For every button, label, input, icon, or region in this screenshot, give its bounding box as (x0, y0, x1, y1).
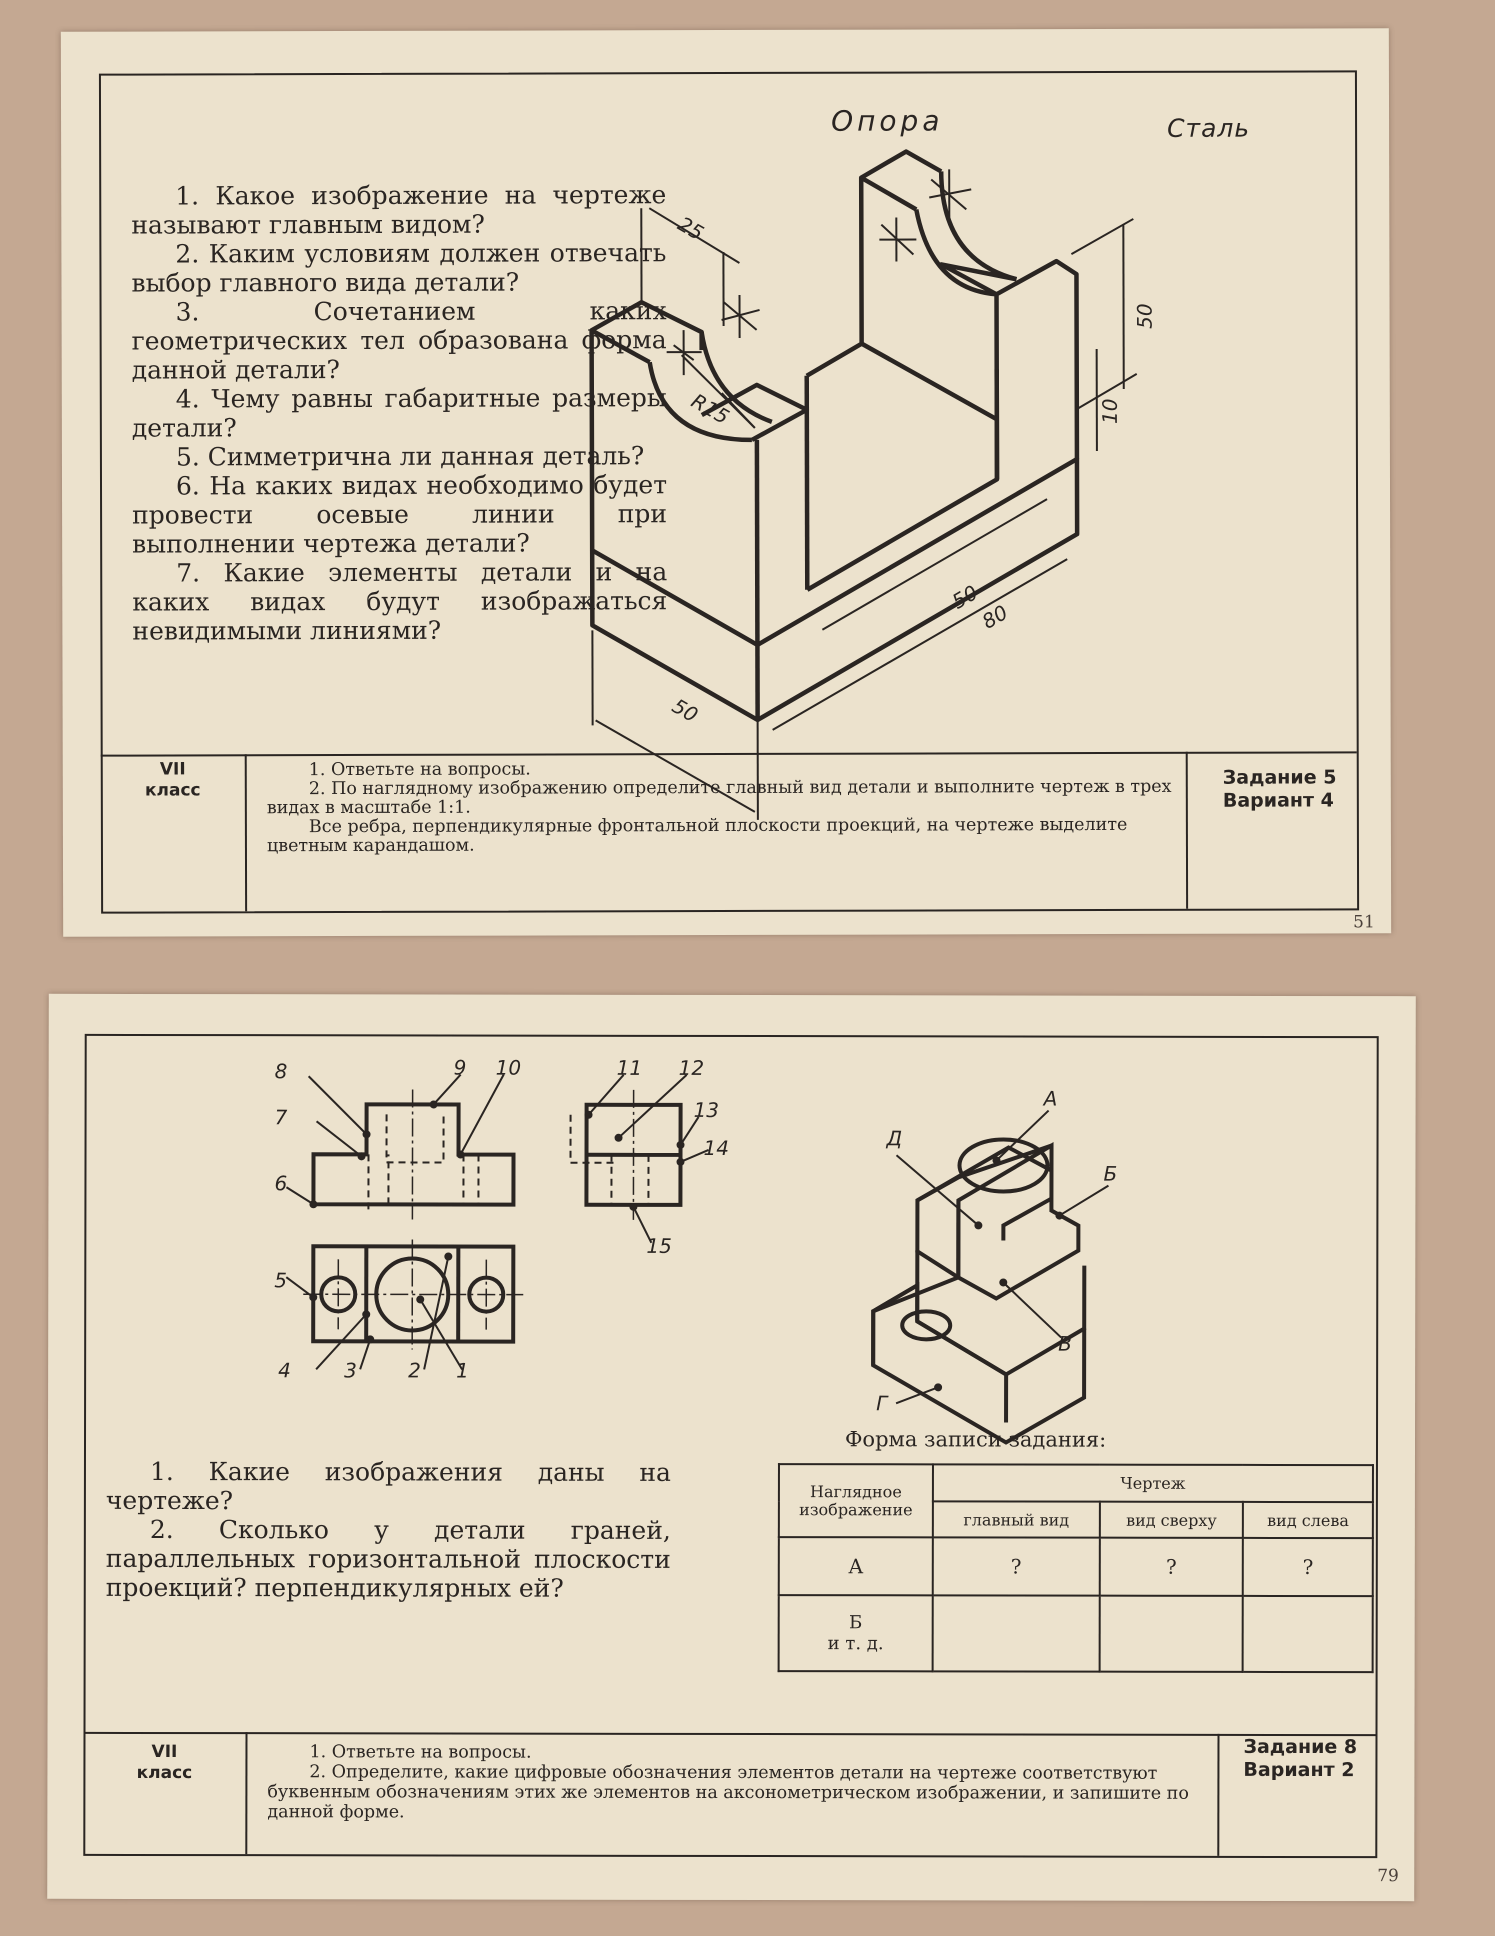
cell-b-main (933, 1595, 1100, 1671)
drawing-title: Опора (831, 104, 944, 138)
inner-wall-edge (862, 343, 997, 419)
cell-a-top: ? (1100, 1538, 1244, 1596)
instruction-1: 1. Ответьте на вопросы. (309, 1742, 532, 1763)
base-outline (592, 459, 1078, 720)
dim-10: 10 (1097, 398, 1122, 425)
grade-number: VII (159, 759, 186, 780)
right-pillar-front (996, 261, 1077, 479)
instruction-2: 2. По наглядному изображению определите главный вид детали и выполните чертеж в трех видах в масштабе 1:1. (266, 776, 1172, 819)
callout-9: 9 (453, 1055, 467, 1080)
callout-10: 10 (495, 1055, 522, 1080)
callout-11: 11 (616, 1055, 643, 1080)
callout-1: 1 (456, 1358, 469, 1383)
row-label-b-line2: и т. д. (827, 1633, 884, 1655)
col-visual-header: Наглядное изображение (779, 1464, 933, 1537)
dim-50-height: 50 (1132, 303, 1157, 329)
grade-label (85, 1742, 243, 1784)
callout-g: Г (876, 1391, 888, 1416)
task-number: Задание 5 (1222, 766, 1337, 789)
dim-25: 25 (673, 211, 708, 246)
left-pillar-front-edge (757, 440, 758, 645)
question-6: 6. На каких видах необходимо будет провести осевые линии при выполнении чертежа детали? (132, 470, 668, 559)
footer-divider (245, 754, 247, 911)
left-pillar-top-edge (592, 330, 650, 362)
callout-2: 2 (408, 1358, 421, 1383)
variant-number: Вариант 4 (1222, 789, 1334, 812)
sub-top-view: вид сверху (1100, 1502, 1244, 1538)
question-1: 1. Какое изображение на чертеже называют главным видом? (131, 180, 667, 240)
grade-word: класс (136, 1762, 193, 1784)
grade-word: класс (144, 780, 201, 801)
row-label-b (779, 1595, 933, 1671)
callout-13: 13 (693, 1097, 720, 1122)
callout-4: 4 (278, 1358, 291, 1383)
dim-50-inner: 50 (947, 580, 982, 614)
sub-main-view: главный вид (933, 1501, 1100, 1537)
callout-5: 5 (274, 1268, 288, 1293)
footer-divider (1186, 752, 1188, 909)
question-2: 2. Каким условиям должен отвечать выбор главного вида детали? (131, 238, 667, 298)
callout-v: В (1058, 1331, 1072, 1356)
right-pillar-top (861, 178, 916, 210)
callout-12: 12 (678, 1055, 705, 1080)
material-label: Сталь (1167, 113, 1251, 143)
callout-8: 8 (274, 1059, 288, 1084)
task-id (1223, 766, 1337, 812)
question-5: 5. Симметрична ли данная деталь? (175, 441, 645, 472)
dim-80: 80 (977, 600, 1012, 634)
answer-form-table (778, 1463, 1374, 1673)
callout-b: Б (1103, 1161, 1118, 1186)
callout-d: Д (886, 1126, 903, 1151)
cell-a-left: ? (1243, 1538, 1373, 1596)
footer-divider (245, 1732, 247, 1854)
callout-14: 14 (703, 1135, 729, 1160)
row-label-b-line1: Б (849, 1612, 863, 1634)
grade-label (103, 759, 243, 801)
task-number: Задание 8 (1243, 1735, 1358, 1759)
callout-15: 15 (646, 1233, 672, 1258)
page-number: 51 (1353, 912, 1375, 933)
footer-instructions (267, 759, 1172, 856)
callout-3: 3 (344, 1358, 357, 1383)
question-3: 3. Сочетанием каких геометрических тел образована форма данной детали? (131, 296, 667, 385)
question-2: 2. Сколько у детали граней, параллельных горизонтальной плоскости проекций? перпендикулярных ей? (105, 1514, 671, 1603)
row-label-a: А (779, 1537, 933, 1595)
task-card-8 (47, 994, 1416, 1901)
form-title: Форма записи задания: (844, 1427, 1107, 1452)
dim-r15: R15 (687, 388, 734, 430)
questions-list (106, 1457, 671, 1603)
sub-left-view: вид слева (1243, 1502, 1373, 1538)
variant-number: Вариант 2 (1243, 1758, 1355, 1782)
page-number: 79 (1377, 1866, 1399, 1887)
question-7: 7. Какие элементы детали и на каких видах будут изображаться невидимыми линиями? (132, 557, 668, 646)
callout-6: 6 (274, 1171, 288, 1196)
callout-7: 7 (274, 1105, 288, 1130)
footer-instructions (267, 1742, 1207, 1824)
task-id (1243, 1736, 1357, 1782)
question-1: 1. Какие изображения даны на чертеже? (105, 1456, 671, 1516)
question-4: 4. Чему равны габаритные размеры детали? (131, 383, 667, 443)
callout-a: А (1043, 1086, 1058, 1111)
instruction-3: Все ребра, перпендикулярные фронтальной плоскости проекций, на чертеже выделите цветным карандашом. (266, 814, 1128, 857)
grade-number: VII (151, 1741, 178, 1763)
dim-50-width: 50 (668, 693, 703, 728)
main-view (313, 1104, 513, 1204)
footer-divider (1217, 1734, 1219, 1856)
right-pillar-arc (916, 209, 996, 294)
right-pillar-arc-back (941, 171, 1016, 279)
instruction-1: 1. Ответьте на вопросы. (308, 759, 531, 781)
col-drawing-header: Чертеж (933, 1464, 1373, 1502)
cell-a-main: ? (933, 1537, 1100, 1595)
task-card-5 (61, 28, 1391, 936)
cell-b-top (1099, 1596, 1243, 1672)
instruction-2: 2. Определите, какие цифровые обозначения элементов детали на чертеже соответствуют буквенным обозначениям этих же элементов на аксонометрическом изображении, и запишите по данной форме. (267, 1762, 1189, 1823)
cell-b-left (1243, 1596, 1373, 1672)
iso-top-hole (959, 1139, 1047, 1191)
